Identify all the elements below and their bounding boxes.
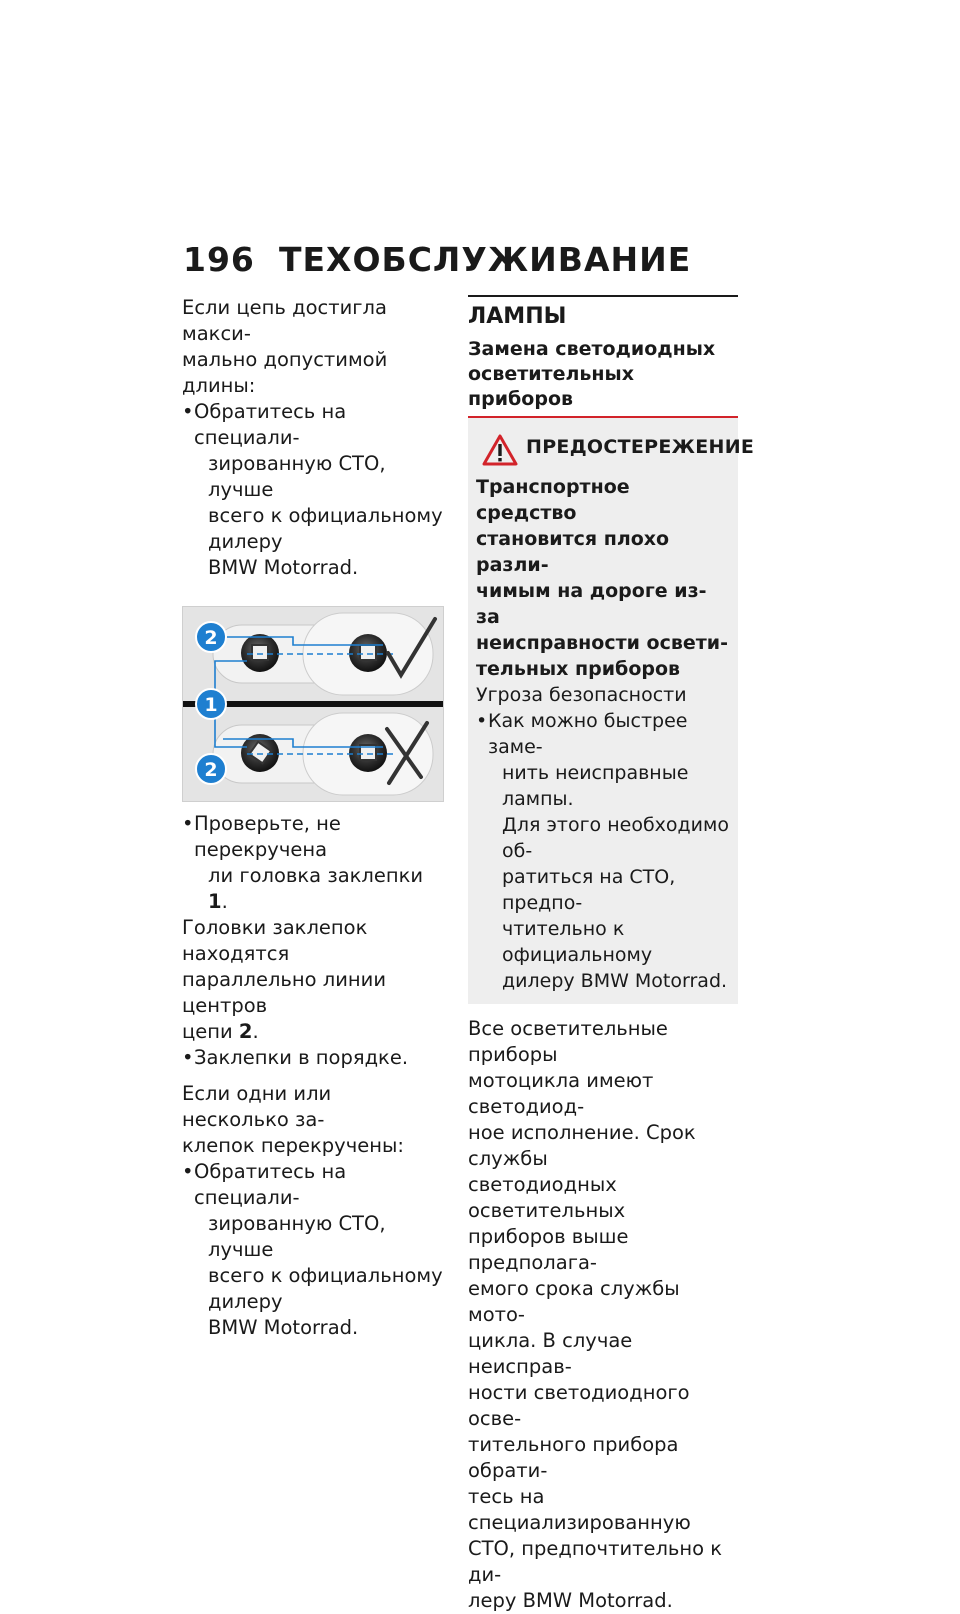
- left-column: [182, 295, 444, 1341]
- bullet-line: BMW Motorrad.: [208, 1316, 359, 1339]
- body-line: цикла. В случае неисправ-: [468, 1329, 633, 1378]
- para-line: Головки заклепок находятся: [182, 916, 368, 965]
- page-number: 196: [183, 240, 255, 279]
- warning-bold-line: тельных приборов: [476, 658, 681, 680]
- bullet-line: всего к официальному дилеру: [208, 504, 443, 553]
- para-line: параллельно линии центров: [182, 968, 387, 1017]
- warning-danger: Угроза безопасности: [476, 684, 687, 706]
- bullet-line: зированную СТО, лучше: [208, 452, 386, 501]
- badge-1-label: 1: [204, 694, 218, 716]
- warning-bullet: [476, 708, 730, 994]
- bullet-line: чтительно к официальному: [502, 918, 653, 966]
- ref-number: 1: [208, 890, 222, 913]
- body-line: Все осветительные приборы: [468, 1017, 668, 1066]
- bullet-item: [182, 1159, 444, 1341]
- subsection-title: [468, 337, 738, 412]
- bullet-line: Проверьте, не перекручена: [194, 812, 341, 861]
- body-line: емого срока службы мото-: [468, 1277, 680, 1326]
- punct: .: [252, 1020, 259, 1043]
- chapter-title: ТЕХОБСЛУЖИВАНИЕ: [279, 240, 692, 279]
- warning-triangle-icon: [482, 434, 518, 466]
- bullet-item: [182, 811, 444, 915]
- bullet-line: дилеру BMW Motorrad.: [502, 970, 728, 992]
- bullet-dot-icon: •: [476, 710, 488, 732]
- chain-illustration: [183, 607, 443, 801]
- bullet-line: всего к официальному дилеру: [208, 1264, 443, 1313]
- warning-label: ПРЕДОСТЕРЕЖЕНИЕ: [526, 436, 755, 458]
- body-line: ности светодиодного осве-: [468, 1381, 690, 1430]
- bullet-line-with-ref: [194, 863, 444, 915]
- bullet-dot-icon: •: [182, 400, 194, 423]
- badge-2-bottom-label: 2: [204, 759, 218, 781]
- body-line: тительного прибора обрати-: [468, 1433, 679, 1482]
- body-line: СТО, предпочтительно к ди-: [468, 1537, 723, 1586]
- para-line: Если одни или несколько за-: [182, 1082, 332, 1131]
- bullet-line: Заклепки в порядке.: [194, 1046, 409, 1069]
- bullet-dot-icon: •: [182, 1046, 194, 1069]
- body-line: тесь на специализированную: [468, 1485, 691, 1534]
- body-text: [468, 1016, 738, 1614]
- bullet-line: нить неисправные лампы.: [502, 762, 689, 810]
- para-line-with-ref: [182, 1019, 444, 1045]
- intro-line: мально допустимой длины:: [182, 348, 388, 397]
- page-header: [183, 240, 743, 284]
- bullet-item: [182, 399, 444, 581]
- ref-number: 2: [238, 1020, 253, 1043]
- badge-2-top-label: 2: [204, 627, 218, 649]
- warning-bold-line: неисправности освети-: [476, 632, 728, 654]
- bullet-line: Как можно быстрее заме-: [488, 710, 688, 758]
- para-text: цепи: [182, 1020, 233, 1043]
- bullet-item: [182, 1045, 444, 1071]
- warning-box: [468, 418, 755, 1004]
- bullet-line: зированную СТО, лучше: [208, 1212, 386, 1261]
- bullet-text: ли головка заклепки: [208, 864, 424, 887]
- subsection-title-line: осветительных приборов: [468, 363, 634, 410]
- warning-bold-line: Транспортное средство: [476, 476, 630, 524]
- section-title: ЛАМПЫ: [468, 304, 567, 329]
- warning-bold-line: чимым на дороге из-за: [476, 580, 707, 628]
- section-rule: [468, 295, 738, 297]
- bullet-line: BMW Motorrad.: [208, 556, 359, 579]
- subsection-title-line: Замена светодиодных: [468, 338, 716, 360]
- body-line: ное исполнение. Срок службы: [468, 1121, 696, 1170]
- body-line: леру BMW Motorrad.: [468, 1589, 673, 1612]
- right-column: [468, 295, 755, 1614]
- bullet-dot-icon: •: [182, 1160, 194, 1183]
- chain-rivet-figure: [182, 606, 444, 802]
- body-line: приборов выше предполага-: [468, 1225, 629, 1274]
- bullet-line: ратиться на СТО, предпо-: [502, 866, 676, 914]
- warning-bold-line: становится плохо разли-: [476, 528, 670, 576]
- bullet-line: Для этого необходимо об-: [502, 814, 729, 862]
- para-line: клепок перекручены:: [182, 1134, 404, 1157]
- body-line: светодиодных осветительных: [468, 1173, 626, 1222]
- warning-header: [476, 432, 755, 466]
- body-line: мотоцикла имеют светодиод-: [468, 1069, 654, 1118]
- bullet-line: Обратитесь на специали-: [194, 1160, 347, 1209]
- bullet-dot-icon: •: [182, 812, 194, 835]
- bullet-line: Обратитесь на специали-: [194, 400, 347, 449]
- punct: .: [221, 890, 228, 913]
- intro-line: Если цепь достигла макси-: [182, 296, 387, 345]
